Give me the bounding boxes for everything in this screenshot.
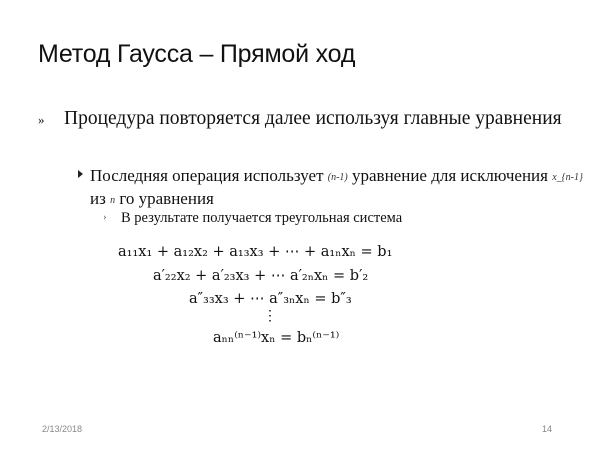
bullet-marker: » (38, 112, 45, 127)
bullet-text-part: из (90, 189, 106, 208)
slide-title: Метод Гаусса – Прямой ход (38, 40, 356, 68)
bullet-level-3 (103, 209, 543, 227)
equation-row-2: a′₂₂x₂ + a′₂₃x₃ + ⋯ a′₂ₙxₙ = b′₂ (153, 268, 369, 284)
slide-date: 2/13/2018 (42, 424, 83, 434)
equation-row-1: a₁₁x₁ + a₁₂x₂ + a₁₃x₃ + ⋯ + a₁ₙxₙ = b₁ (118, 244, 393, 260)
bullet-text-part: го уравнения (119, 189, 214, 208)
equation-row-3: a″₃₃x₃ + ⋯ a″₃ₙxₙ = b″₃ (189, 291, 352, 307)
triangle-bullet-icon (78, 170, 83, 178)
vertical-ellipsis: ⋮ (263, 308, 277, 324)
inline-math: n (110, 195, 116, 206)
inline-math: (n-1) (327, 172, 348, 183)
bullet-text: Процедура повторяется далее используя главные уравнения (64, 108, 562, 129)
bullet-level-1 (38, 107, 583, 131)
bullet-text (90, 165, 588, 211)
equation-row-n: aₙₙ⁽ⁿ⁻¹⁾xₙ = bₙ⁽ⁿ⁻¹⁾ (213, 330, 340, 346)
bullet-marker: › (103, 211, 107, 223)
bullet-text-part: уравнение для исключения (352, 166, 548, 185)
inline-math: x_{n-1} (552, 172, 584, 183)
bullet-level-2 (78, 165, 588, 211)
bullet-text-part: Последняя операция использует (90, 166, 324, 185)
slide-number: 14 (542, 424, 553, 434)
bullet-text: В результате получается треугольная система (121, 210, 403, 226)
